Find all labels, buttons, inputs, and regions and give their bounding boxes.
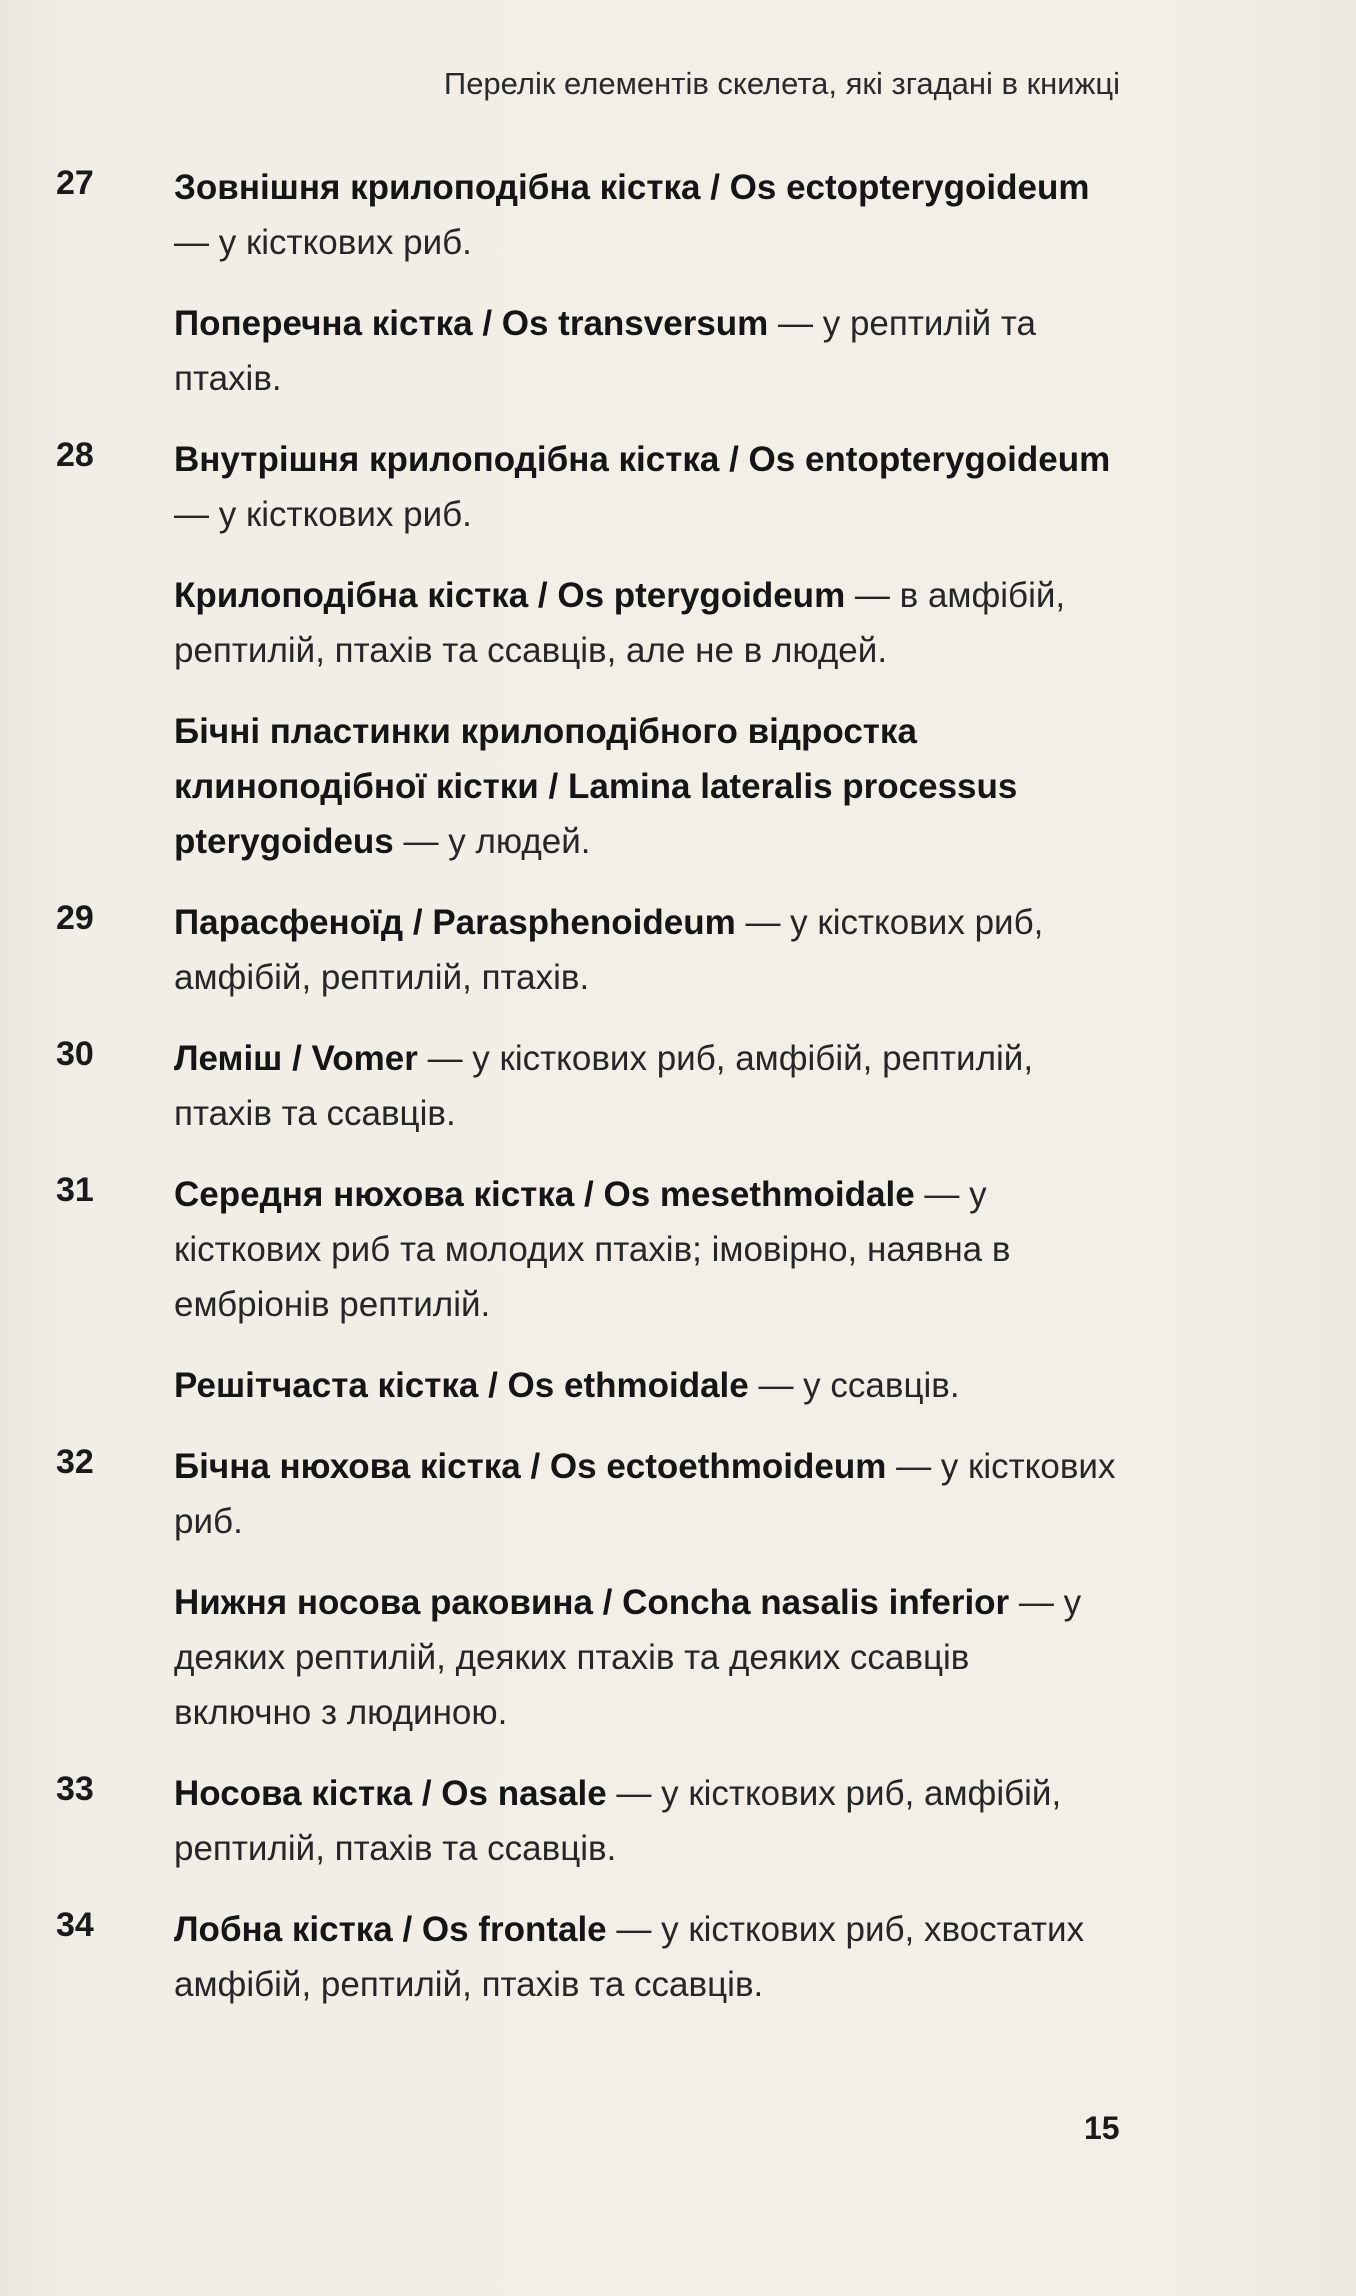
entry-34 <box>56 1902 1116 2012</box>
entry-29 <box>56 895 1116 1005</box>
running-header: Перелік елементів скелета, які згадані в книжці <box>443 66 1120 101</box>
entry-number: 28 <box>56 436 94 474</box>
entry-item <box>174 1902 1116 2012</box>
entry-item <box>174 432 1116 542</box>
entry-number: 34 <box>56 1906 94 1944</box>
entry-item <box>174 160 1116 270</box>
entry-32 <box>56 1439 1116 1740</box>
entry-term: Внутрішня крилоподібна кістка / Os entopterygoideum <box>174 440 1111 479</box>
entry-item <box>174 568 1116 678</box>
entry-description: — у кісткових риб. <box>174 1447 1116 1541</box>
entry-description: — у кісткових риб та молодих птахів; імовірно, наявна в ембріонів рептилій. <box>174 1175 1011 1324</box>
entry-term: Нижня носова раковина / Concha nasalis inferior <box>174 1583 1010 1622</box>
entry-item <box>174 1575 1116 1740</box>
entry-term: Зовнішня крилоподібна кістка / Os ectopterygoideum <box>174 168 1090 207</box>
entry-description: — у кісткових риб, хвостатих амфібій, рептилій, птахів та ссавців. <box>174 1910 1085 2004</box>
entry-description: — у ссавців. <box>748 1366 960 1405</box>
entry-description: — в амфібій, рептилій, птахів та ссавців, але не в людей. <box>174 576 1066 670</box>
entry-31 <box>56 1167 1116 1413</box>
entry-number: 31 <box>56 1171 94 1209</box>
entry-term: Парасфеноїд / Parasphenoideum <box>174 903 736 942</box>
entry-item <box>174 1439 1116 1549</box>
entry-description: — у кісткових риб, амфібій, рептилій, птахів та ссавців. <box>174 1774 1062 1868</box>
entry-term: Носова кістка / Os nasale <box>174 1774 607 1813</box>
entry-term: Леміш / Vomer <box>174 1039 418 1078</box>
entry-item <box>174 704 1116 869</box>
entry-item <box>174 895 1116 1005</box>
entry-description: — у деяких рептилій, деяких птахів та деяких ссавців включно з людиною. <box>174 1583 1082 1732</box>
entry-description: — у кісткових риб. <box>174 495 472 534</box>
entry-description: — у кісткових риб, амфібій, рептилій, птахів. <box>174 903 1044 997</box>
entry-description: — у людей. <box>393 822 591 861</box>
entry-item <box>174 1766 1116 1876</box>
entry-number: 29 <box>56 899 94 937</box>
entry-term: Решітчаста кістка / Os ethmoidale <box>174 1366 749 1405</box>
entry-term: Поперечна кістка / Os transversum <box>174 304 769 343</box>
entry-number: 30 <box>56 1035 94 1073</box>
entry-description: — у кісткових риб. <box>174 223 472 262</box>
entry-item <box>174 1031 1116 1141</box>
entry-30 <box>56 1031 1116 1141</box>
entry-number: 27 <box>56 164 94 202</box>
entry-number: 33 <box>56 1770 94 1808</box>
entry-item <box>174 296 1116 406</box>
page-number: 15 <box>1084 2110 1120 2146</box>
entry-term: Крилоподібна кістка / Os pterygoideum <box>174 576 846 615</box>
entry-description: — у кісткових риб, амфібій, рептилій, птахів та ссавців. <box>174 1039 1034 1133</box>
entry-term: Середня нюхова кістка / Os mesethmoidale <box>174 1175 915 1214</box>
entry-description: — у рептилій та птахів. <box>174 304 1037 398</box>
entry-term: Бічна нюхова кістка / Os ectoethmoideum <box>174 1447 887 1486</box>
entry-28 <box>56 432 1116 869</box>
entry-list <box>56 160 1116 2038</box>
entry-27 <box>56 160 1116 406</box>
entry-term: Бічні пластинки крилоподібного відростка клиноподібної кістки / Lamina lateralis processus pterygoideus <box>174 712 1018 861</box>
entry-33 <box>56 1766 1116 1876</box>
entry-item <box>174 1358 1116 1413</box>
entry-item <box>174 1167 1116 1332</box>
entry-term: Лобна кістка / Os frontale <box>174 1910 607 1949</box>
entry-number: 32 <box>56 1443 94 1481</box>
